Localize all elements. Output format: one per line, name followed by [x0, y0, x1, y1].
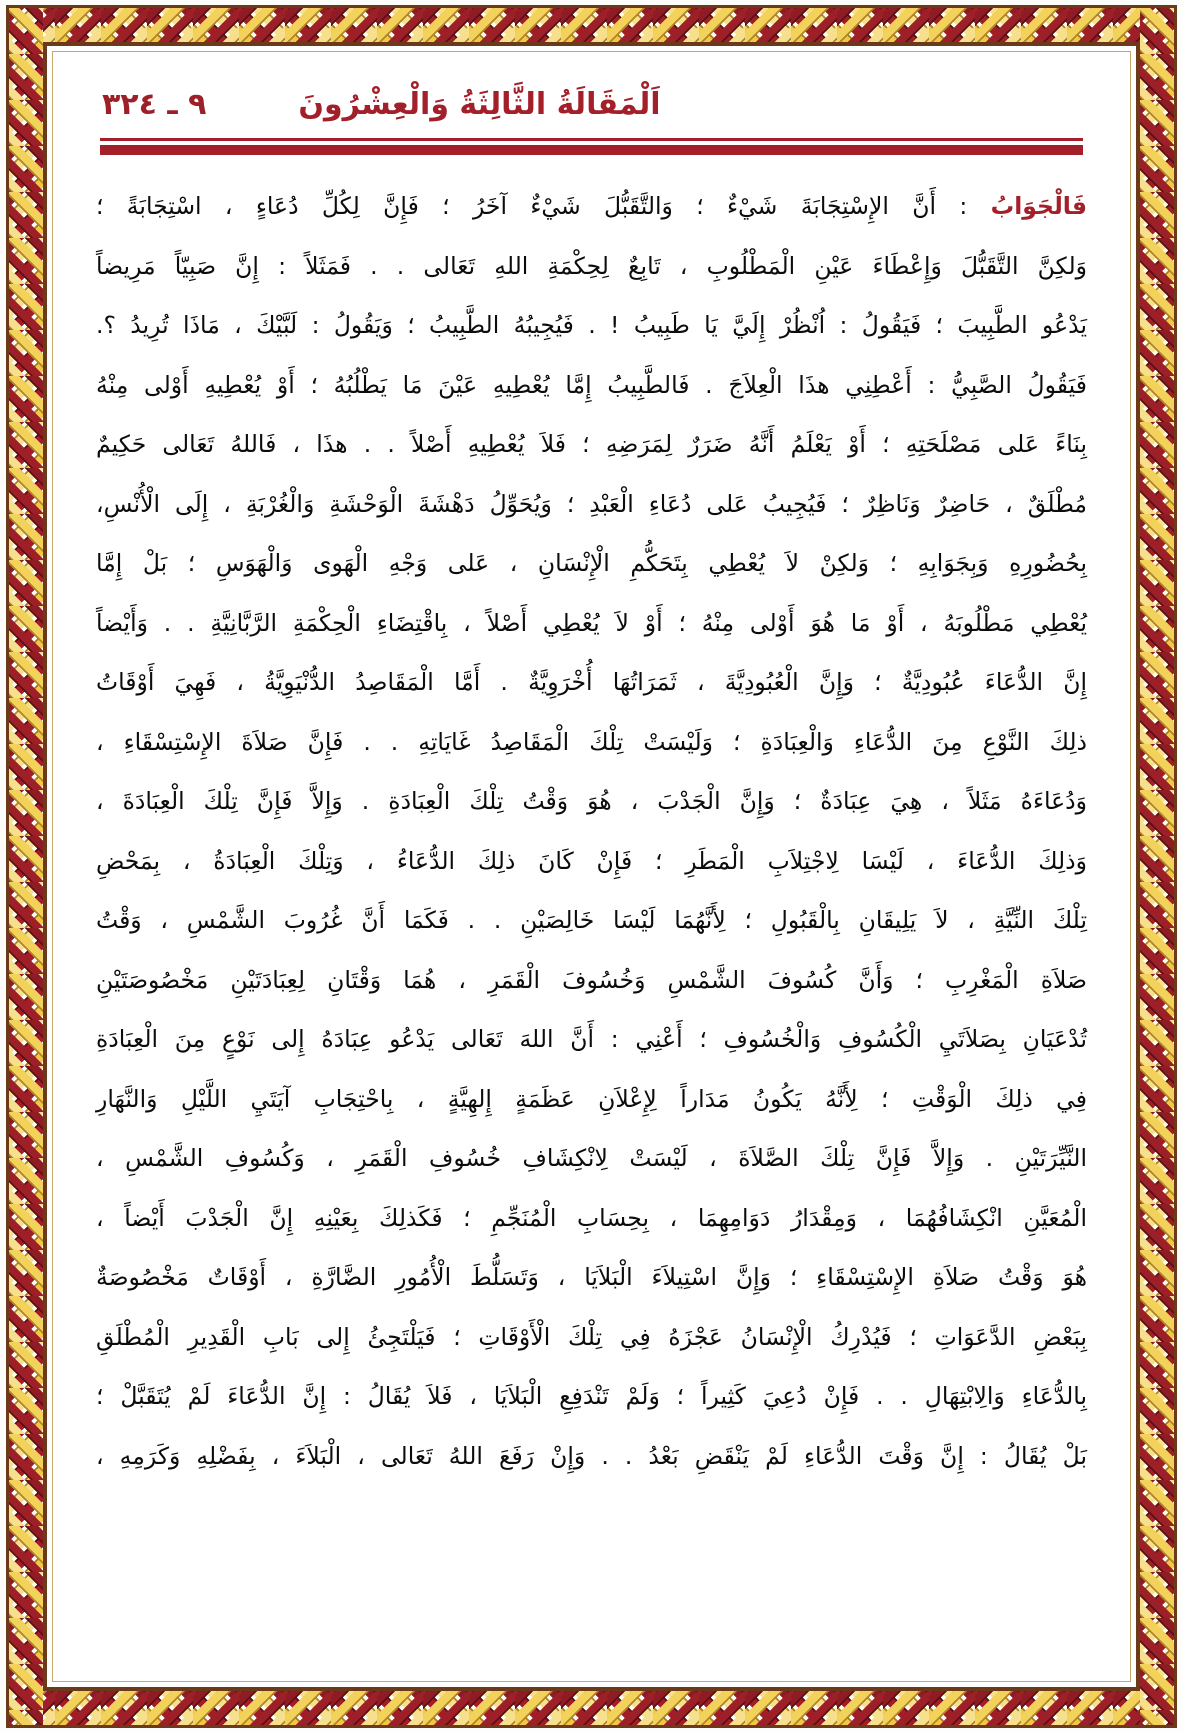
text-line [96, 475, 1087, 535]
text-line [96, 534, 1087, 594]
divider-rule-thick [100, 145, 1083, 155]
text-line-content: بَلْ يُقَالُ : إِنَّ وَقْتَ الدُّعَاءِ لَمْ يَنْقَضِ بَعْدُ . . وَإِنْ رَفَعَ اللهُ تَعَالى ، الْبَلاَءَ ، بِفَضْلِهِ وَكَرَمِهِ ، [96, 1441, 1087, 1470]
text-line-content: وَدُعَاءَهُ مَثَلاً ، هِيَ عِبَادَةٌ ؛ وَإِنَّ الْجَدْبَ ، هُوَ وَقْتُ تِلْكَ الْعِبَادَةِ . وَإِلاَّ فَإِنَّ تِلْكَ الْعِبَادَةَ ، [96, 787, 1087, 815]
text-line-content: بِالدُّعَاءِ وَالِابْتِهَالِ . . فَإِنْ دُعِيَ كَثِيراً ؛ وَلَمْ تَنْدَفِعِ الْبَلاَيَا ، فَلاَ يُقَالُ : إِنَّ الدُّعَاءَ لَمْ يُتَقَبَّلْ ؛ [96, 1382, 1087, 1410]
braid-strip-top [9, 8, 1174, 42]
text-line [96, 1189, 1087, 1249]
text-line-content: هُوَ وَقْتُ صَلاَةِ الإِسْتِسْقَاءِ ؛ وَإِنَّ اسْتِيلاَءَ الْبَلاَيَا ، وَتَسَلُّطَ الْأُمُورِ الضَّارَّةِ ، أَوْقَاتٌ مَخْصُوصَةٌ [96, 1263, 1087, 1291]
text-line [96, 1248, 1087, 1308]
page-header [102, 87, 1081, 122]
page-content [58, 57, 1125, 1676]
text-line-content: الْمُعَيَّنِ انْكِشَافُهُمَا ، وَمِقْدَارُ دَوَامِهِمَا ، بِحِسَابِ الْمُنَجِّمِ ؛ فَكَذلِكَ بِعَيْنِهِ إِنَّ الْجَدْبَ أَيْضاً ، [96, 1203, 1087, 1232]
braid-strip-right [1140, 8, 1174, 1725]
text-line [96, 356, 1087, 416]
text-line-content: : أَنَّ الإِسْتِجَابَةَ شَيْءٌ ؛ وَالتَّقَبُّلَ شَيْءٌ آخَرُ ؛ فَإِنَّ لِكُلِّ دُعَاءٍ ، اسْتِجَابَةً ؛ [96, 192, 991, 220]
lead-word: فَالْجَوَابُ [990, 192, 1087, 220]
text-line-content: يُعْطِي مَطْلُوبَهُ ، أَوْ مَا هُوَ أَوْلى مِنْهُ ؛ أَوْ لاَ يُعْطِي أَصْلاً ، بِاقْتِضَاءِ الْحِكْمَةِ الرَّبَّانِيَّةِ . . وَأَيْضاً [96, 608, 1087, 637]
text-line [96, 653, 1087, 713]
text-line-content: يَدْعُو الطَّبِيبَ ؛ فَيَقُولُ : اُنْظُرْ إِلَيَّ يَا طَبِيبُ ! . فَيُجِيبُهُ الطَّبِيبُ ؛ وَيَقُولُ : لَبَّيْكَ ، مَاذَا تُرِيدُ ؟. [96, 311, 1087, 339]
braid-strip-bottom [9, 1691, 1174, 1725]
text-line-content: وَلكِنَّ التَّقَبُّلَ وَإِعْطَاءَ عَيْنِ الْمَطْلُوبِ ، تَابِعٌ لِحِكْمَةِ اللهِ تَعَالى . . فَمَثَلاً : إِنَّ صَبِيّاً مَرِيضاً [96, 251, 1087, 280]
text-line-content: إِنَّ الدُّعَاءَ عُبُودِيَّةٌ ؛ وَإِنَّ الْعُبُودِيَّةَ ، ثَمَرَاتُهَا أُخْرَوِيَّةٌ . أَمَّا الْمَقَاصِدُ الدُّنْيَوِيَّةُ ، فَهِيَ أَوْقَاتُ [96, 668, 1087, 696]
text-line [96, 832, 1087, 892]
text-line [96, 237, 1087, 297]
text-line [96, 951, 1087, 1011]
text-line [96, 1010, 1087, 1070]
text-line-content: بِبَعْضِ الدَّعَوَاتِ ؛ فَيُدْرِكُ الْإِنْسَانُ عَجْزَهُ فِي تِلْكَ الْأَوْقَاتِ ؛ فَيَلْتَجِئُ إِلى بَابِ الْقَدِيرِ الْمُطْلَقِ [96, 1322, 1087, 1351]
text-line-content: مُطْلَقٌ ، حَاضِرٌ وَنَاظِرٌ ؛ فَيُجِيبُ عَلى دُعَاءِ الْعَبْدِ ؛ وَيُحَوِّلُ دَهْشَةَ الْوَحْشَةِ وَالْغُرْبَةِ ، إِلَى الْأُنْسِ، [96, 489, 1087, 518]
text-line-content: فَيَقُولُ الصَّبِيُّ : أَعْطِنِي هذَا الْعِلاَجَ . فَالطَّبِيبُ إِمَّا يُعْطِيهِ عَيْنَ مَا يَطْلُبُهُ ؛ أَوْ يُعْطِيهِ أَوْلى مِنْهُ [96, 370, 1087, 399]
page-number: ٣٢٤ ـ ٩ [102, 87, 207, 122]
text-line [96, 415, 1087, 475]
text-line-content: بِحُضُورِهِ وَبِجَوَابِهِ ؛ وَلكِنْ لاَ يُعْطِي بِتَحَكُّمِ الْإِنْسَانِ ، عَلى وَجْهِ الْهَوى وَالْهَوَسِ ؛ بَلْ إِمَّا [96, 549, 1087, 577]
text-line-content: فِي ذلِكَ الْوَقْتِ ؛ لِأَنَّهُ يَكُونُ مَدَاراً لِإِعْلاَنِ عَظَمَةٍ إِلهِيَّةٍ ، بِاحْتِجَابِ آيَتَيِ اللَّيْلِ وَالنَّهَارِ [96, 1084, 1087, 1113]
header-divider [100, 138, 1083, 155]
text-line [96, 891, 1087, 951]
braid-strip-left [9, 8, 43, 1725]
text-line [96, 1070, 1087, 1130]
text-line-content: صَلاَةِ الْمَغْرِبِ ؛ وَأَنَّ كُسُوفَ الشَّمْسِ وَخُسُوفَ الْقَمَرِ ، هُمَا وَقْتَانِ لِعِبَادَتَيْنِ مَخْصُوصَتَيْنِ [96, 965, 1087, 994]
text-line [96, 296, 1087, 356]
page-title: اَلْمَقَالَةُ الثَّالِثَةُ وَالْعِشْرُونَ [298, 87, 661, 122]
text-line [96, 1129, 1087, 1189]
text-line [96, 1367, 1087, 1427]
text-line [96, 594, 1087, 654]
text-line-content: النَّيِّرَتَيْنِ . وَإِلاَّ فَإِنَّ تِلْكَ الصَّلاَةَ ، لَيْسَتْ لِانْكِشَافِ خُسُوفِ الْقَمَرِ ، وَكُسُوفِ الشَّمْسِ ، [96, 1144, 1087, 1172]
text-line [96, 177, 1087, 237]
body-text-block [96, 177, 1087, 1486]
text-line [96, 1427, 1087, 1487]
text-line-content: تُدْعَيَانِ بِصَلاَتَيِ الْكُسُوفِ وَالْخُسُوفِ ؛ أَعْنِي : أَنَّ اللهَ تَعَالى يَدْعُو عِبَادَهُ إِلى نَوْعٍ مِنَ الْعِبَادَةِ [96, 1025, 1087, 1053]
text-line [96, 713, 1087, 773]
divider-rule-thin [100, 138, 1083, 141]
text-line-content: ذلِكَ النَّوْعِ مِنَ الدُّعَاءِ وَالْعِبَادَةِ ؛ وَلَيْسَتْ تِلْكَ الْمَقَاصِدُ غَايَاتِهِ . . فَإِنَّ صَلاَةَ الإِسْتِسْقَاءِ ، [96, 727, 1087, 756]
text-line-content: تِلْكَ النِّيَّةِ ، لاَ يَلِيقَانِ بِالْقَبُولِ ؛ لِأَنَّهُمَا لَيْسَا خَالِصَيْنِ . . فَكَمَا أَنَّ غُرُوبَ الشَّمْسِ ، وَقْتُ [96, 906, 1087, 934]
text-line [96, 772, 1087, 832]
text-line-content: بِنَاءً عَلى مَصْلَحَتِهِ ؛ أَوْ يَعْلَمُ أَنَّهُ ضَرَرٌ لِمَرَضِهِ ؛ فَلاَ يُعْطِيهِ أَصْلاً . . هذَا ، فَاللهُ تَعَالى حَكِيمٌ [96, 430, 1087, 458]
text-line-content: وَذلِكَ الدُّعَاءَ ، لَيْسَا لِاجْتِلاَبِ الْمَطَرِ ؛ فَإِنْ كَانَ ذلِكَ الدُّعَاءُ ، وَتِلْكَ الْعِبَادَةُ ، بِمَحْضِ [96, 846, 1087, 875]
text-line [96, 1308, 1087, 1368]
